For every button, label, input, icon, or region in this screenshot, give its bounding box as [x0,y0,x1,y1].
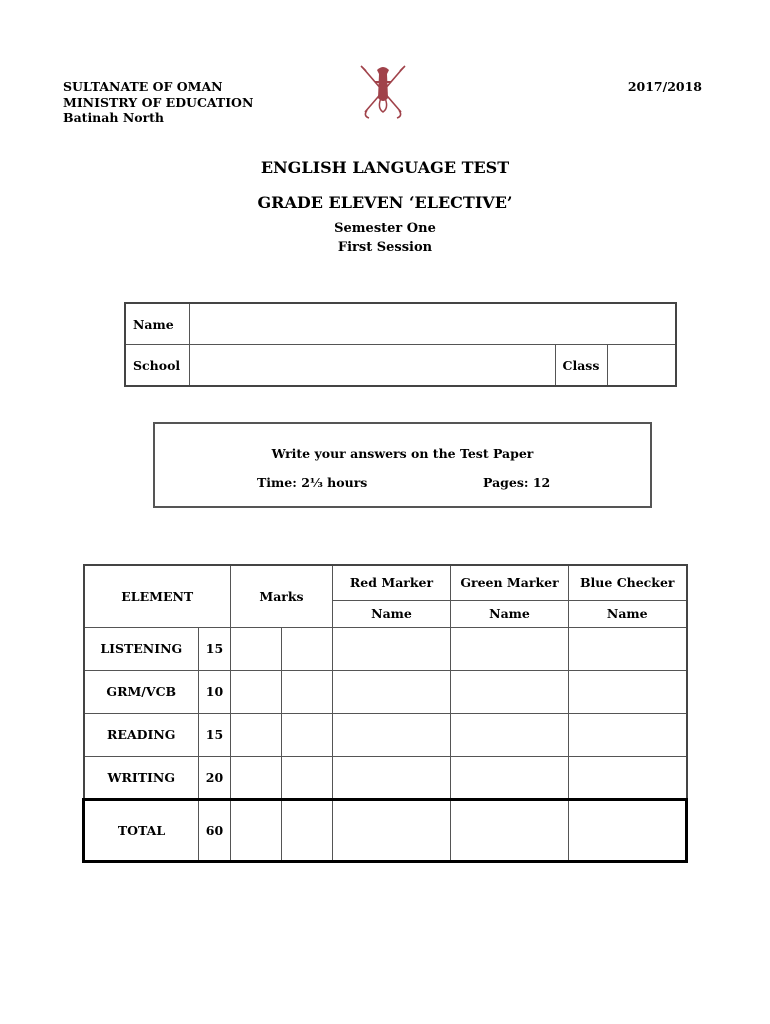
green-marker-name-label: Name [451,600,569,627]
mark-cell[interactable] [231,670,282,713]
element-name: LISTENING [84,627,199,670]
element-max-marks: 15 [199,627,231,670]
test-title: ENGLISH LANGUAGE TEST [260,158,510,177]
element-max-marks: 15 [199,713,231,756]
school-field[interactable] [189,345,555,387]
blue-checker-name-label: Name [569,600,687,627]
green-marker-header: Green Marker [451,565,569,600]
red-marker-cell[interactable] [333,627,451,670]
green-marker-cell[interactable] [451,756,569,799]
mark-cell[interactable] [282,627,333,670]
name-label: Name [125,303,189,345]
table-row [84,756,687,799]
element-max-marks: 20 [199,756,231,799]
element-name: WRITING [84,756,199,799]
red-marker-cell[interactable] [333,670,451,713]
grade-title: GRADE ELEVEN ‘ELECTIVE’ [257,193,513,212]
instructions-box [153,422,652,508]
academic-year: 2017/2018 [627,79,702,94]
total-label: TOTAL [84,799,199,861]
marks-table [82,564,688,863]
blue-checker-cell[interactable] [569,756,687,799]
session-label: First Session [337,240,433,255]
total-mark-cell[interactable] [282,799,333,861]
header-region: Batinah North [63,110,165,125]
red-marker-total-cell[interactable] [333,799,451,861]
element-header: ELEMENT [84,565,231,627]
class-field[interactable] [607,345,676,387]
total-mark-cell[interactable] [231,799,282,861]
mark-cell[interactable] [282,713,333,756]
green-marker-cell[interactable] [451,670,569,713]
mark-cell[interactable] [282,756,333,799]
semester-label: Semester One [334,221,436,236]
header-country: SULTANATE OF OMAN [63,79,223,94]
table-row [84,627,687,670]
green-marker-cell[interactable] [451,713,569,756]
red-marker-header: Red Marker [333,565,451,600]
table-row [84,670,687,713]
header-ministry: MINISTRY OF EDUCATION [63,94,254,110]
school-label: School [125,345,189,387]
ministry-header [63,79,253,126]
green-marker-total-cell[interactable] [451,799,569,861]
blue-checker-cell[interactable] [569,713,687,756]
total-max-marks: 60 [199,799,231,861]
red-marker-cell[interactable] [333,756,451,799]
mark-cell[interactable] [231,627,282,670]
blue-checker-cell[interactable] [569,670,687,713]
green-marker-cell[interactable] [451,627,569,670]
name-row [125,303,676,345]
marks-header: Marks [231,565,333,627]
element-max-marks: 10 [199,670,231,713]
page-count: Pages: 12 [483,475,551,490]
student-info-table [124,302,677,387]
time-allowed: Time: 2⅓ hours [257,475,368,490]
element-name: GRM/VCB [84,670,199,713]
table-row [84,713,687,756]
class-label: Class [555,345,607,387]
blue-checker-total-cell[interactable] [569,799,687,861]
name-field[interactable] [189,303,676,345]
school-row [125,345,676,387]
oman-emblem-icon [357,62,409,120]
red-marker-cell[interactable] [333,713,451,756]
total-row [84,799,687,861]
mark-cell[interactable] [231,756,282,799]
element-name: READING [84,713,199,756]
mark-cell[interactable] [282,670,333,713]
blue-checker-cell[interactable] [569,627,687,670]
blue-checker-header: Blue Checker [569,565,687,600]
instruction-text: Write your answers on the Test Paper [271,446,534,461]
mark-cell[interactable] [231,713,282,756]
marks-header-row [84,565,687,600]
red-marker-name-label: Name [333,600,451,627]
